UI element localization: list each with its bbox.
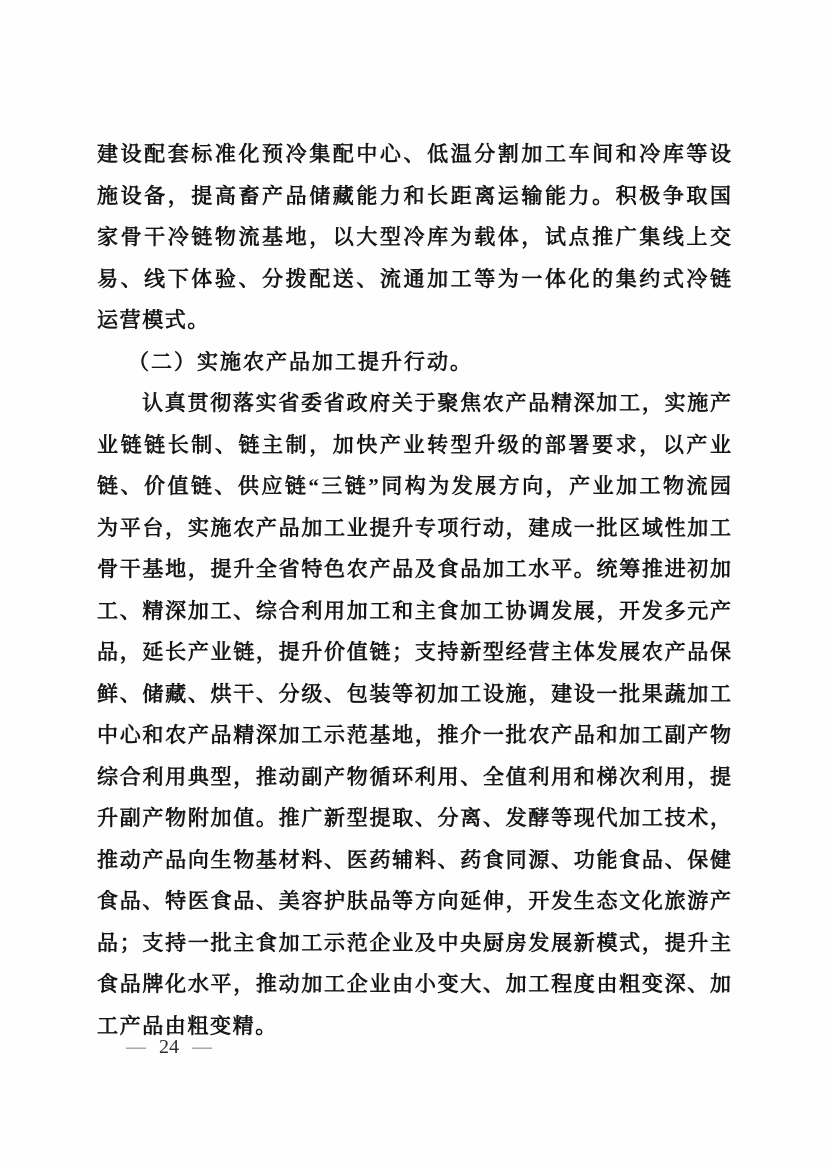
body-text-line: 业链链长制、链主制，加快产业转型升级的部署要求，以产业 [97,432,731,457]
body-text-line: 中心和农产品精深加工示范基地，推介一批农产品和加工副产物 [97,723,731,747]
footer-left-dash: — [126,1038,146,1056]
body-text-line: 鲜、储藏、烘干、分级、包装等初加工设施，建设一批果蔬加工 [97,681,731,706]
body-text-line: 建设配套标准化预冷集配中心、低温分割加工车间和冷库等设 [97,142,731,166]
body-text-line: 认真贯彻落实省委省政府关于聚焦农产品精深加工，实施产 [142,391,731,415]
body-text-line: 为平台，实施农产品加工业提升专项行动，建成一批区域性加工 [97,515,731,540]
body-text-line: 链、价值链、供应链“三链”同构为发展方向，产业加工物流园 [97,474,731,498]
body-text-line: 工产品由粗变精。 [97,1013,278,1038]
body-text-line: 易、线下体验、分拨配送、流通加工等为一体化的集约式冷链 [97,266,731,291]
page-number: 24 [159,1036,179,1058]
body-text-line: 运营模式。 [97,308,210,332]
page-footer [126,1036,212,1059]
body-text-line: 升副产物附加值。推广新型提取、分离、发酵等现代加工技术， [97,806,731,830]
body-text-line: 骨干基地，提升全省特色农产品及食品加工水平。统筹推进初加 [97,557,731,581]
body-text-line: 食品牌化水平，推动加工企业由小变大、加工程度由粗变深、加 [97,972,731,996]
footer-right-dash: — [192,1038,212,1056]
body-text-line: 工、精深加工、综合利用加工和主食加工协调发展，开发多元产 [97,598,731,623]
body-text-line: 品；支持一批主食加工示范企业及中央厨房发展新模式，提升主 [97,930,731,955]
body-text-line: 推动产品向生物基材料、医药辅料、药食同源、功能食品、保健 [97,847,731,872]
body-text-line: 食品、特医食品、美容护肤品等方向延伸，开发生态文化旅游产 [97,889,731,913]
body-text-line: 施设备，提高畜产品储藏能力和长距离运输能力。积极争取国 [97,183,731,208]
body-text-line: 品，延长产业链，提升价值链；支持新型经营主体发展农产品保 [97,640,731,664]
body-text-line: 综合利用典型，推动副产物循环利用、全值利用和梯次利用，提 [97,764,731,789]
body-text-line: 家骨干冷链物流基地，以大型冷库为载体，试点推广集线上交 [97,225,731,249]
document-body [97,134,731,1047]
section-heading: （二）实施农产品加工提升行动。 [128,349,473,374]
